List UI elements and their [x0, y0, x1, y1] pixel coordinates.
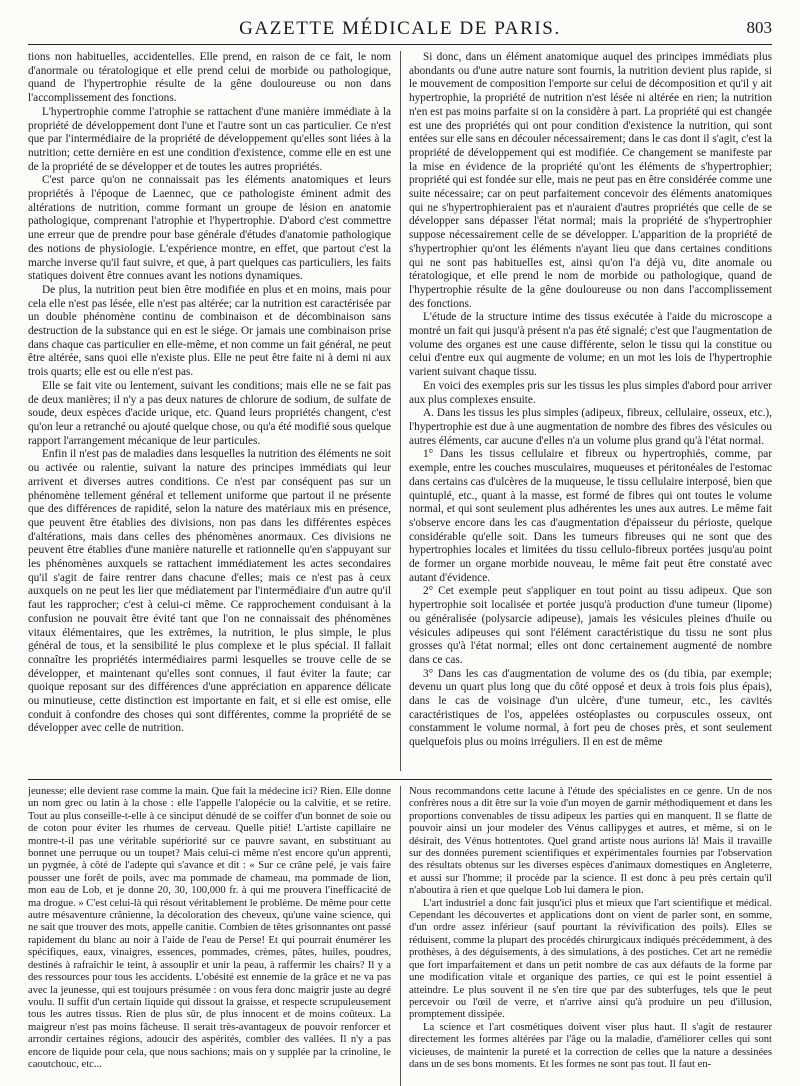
page-number: 803 — [746, 18, 772, 37]
paragraph: Nous recommandons cette lacune à l'étude des spécialistes en ce genre. Un de nos confrères nous a dit être sur la voie d'un moyen de garnir méthodiquement et dans les proportions convenables de tissu adipeux les parties qui en manquent. Il se flatte de pouvoir ainsi un jour modeler des Vénus callipyges et autres, et même, si on le désirait, des Vénus hottentotes. Quel grand artiste nous aurions là! Mais il travaille sur des données purement scientifiques et expérimentales fournies par l'observation des résultats obtenus sur les diverses espèces d'animaux domestiques en Angleterre, et aussi sur l'homme; il procède par la science. Il est donc à peu près certain qu'il n'aboutira à rien et que quelque Lob lui damera le pion. — [409, 786, 772, 897]
paragraph: 3° Dans les cas d'augmentation de volume des os (du tibia, par exemple; devenu un quart plus long que du côté opposé et deux à trois fois plus épais), dans le cas de voisinage d'un ulcère, d'une tumeur, etc., les cavités caractéristiques de l'os, appelées ostéoplastes ou corpuscules osseux, ont constamment le volume normal, à fort peu de choses près, et sont seulement quelquefois plus ou moins irréguliers. Il en est de même — [409, 667, 772, 749]
top-right-column — [409, 51, 772, 771]
paragraph: L'hypertrophie comme l'atrophie se rattachent d'une manière immédiate à la propriété de développement dont l'une et l'autre sont un cas particulier. Ce n'est que par l'intermédiaire de la propriété de développement qu'elles sont liées à la nutrition; cette dernière en est une condition d'existence, comme elle en est une de la propriété de se développer et de toutes les autres propriétés. — [28, 105, 391, 173]
top-left-column — [28, 51, 391, 771]
paragraph: Elle se fait vite ou lentement, suivant les conditions; mais elle ne se fait pas de deux manières; il n'y a pas deux natures de chlorure de sodium, de sulfate de soude, deux espèces d'acide urique, etc. Quand leurs propriétés changent, c'est qu'on leur a retranché ou ajouté quelque chose, ou qu'a été modifié sous quelque rapport l'arrangement mécanique de leur particules. — [28, 379, 391, 447]
article-columns — [28, 51, 772, 771]
paragraph: L'étude de la structure intime des tissus exécutée à l'aide du microscope a montré un fait qui jusqu'à présent n'a pas été signalé; c'est que l'augmentation de volume des organes est une cause différente, selon le tissu qui la constitue ou celui d'entre eux qui augmente de volume; en un mot les lois de l'hypertrophie varient suivant chaque tissu. — [409, 311, 772, 379]
paragraph: C'est parce qu'on ne connaissait pas les éléments anatomiques et leurs propriétés à l'époque de Laennec, que ce pathologiste éminent admit des altérations de nutrition, comme formant un groupe de lésion en anatomie pathologique, comprenant l'atrophie et l'hypertrophie. D'abord c'est commettre une erreur que de prendre pour base générale d'études d'anatomie pathologique des notions de physiologie. L'expérience montre, en effet, que partout c'est la marche inverse qu'il faut suivre, et que, à part quelques cas particuliers, les faits statiques doivent être connues avant les notions dynamiques. — [28, 174, 391, 283]
paragraph: La science et l'art cosmétiques doivent viser plus haut. Il s'agit de restaurer directement les formes altérées par l'âge ou la maladie, d'améliorer celles qui sont vicieuses, de maintenir la pureté et la correction de celles que la nature a dessinées dans un de ses bons moments. Et les formes ne sont pas tout. Il faut en- — [409, 1021, 772, 1070]
bottom-right-column — [409, 786, 772, 1086]
paragraph: 1° Dans les tissus cellulaire et fibreux ou hypertrophiés, comme, par exemple, entre les couches musculaires, muqueuses et péritonéales de l'estomac dans certains cas d'ulcères de la muqueuse, le tissu cellulaire interposé, bien que quintuplé, etc., quant à la masse, est formé de fibres qui ont toutes le volume normal, et qui sont seulement plus adhérentes les unes aux autres. Le même fait s'observe encore dans les cas d'augmentation d'épaisseur du périoste, quelque considérable qu'elle soit. Dans les tumeurs fibreuses qui ne sont que des hypertrophies locales et limitées du tissu cellulo-fibreux portées jusqu'au point de former un organe morbide nouveau, le même fait peut être constaté avec autant d'évidence. — [409, 448, 772, 584]
journal-title: GAZETTE MÉDICALE DE PARIS. — [239, 18, 561, 39]
paragraph: jeunesse; elle devient rase comme la main. Que fait la médecine ici? Rien. Elle donne un nom grec ou latin à la chose : elle l'appelle l'alopécie ou la calvitie, et se retire. Tout au plus conseille-t-elle à ce sinciput dénudé de se coiffer d'un bonnet de soie ou de coton pour éviter les rhumes de cerveau. Quelle pitié! L'artiste capillaire ne montre-t-il pas une véritable supériorité sur ce pauvre savant, en substituant au bonnet une perruque ou un toupet? Mais celui-ci même n'est encore qu'un apprenti, un pygmée, à côté de l'adepte qui s'avance et dit : « Sur ce crâne pelé, je vais faire pousser une forêt de poils, avec ma pommade de chameau, ma pommade de lion, mon eau de Lob, et je donne 20, 30, 100,000 fr. à qui me prouvera l'inefficacité de ma drogue. » C'est celui-là qui résout véritablement le problème. De même pour cette autre mésaventure crânienne, la décoloration des cheveux, qu'une vaine science, qui ne sait que trouver des mots, appelle canitie. Combien de têtes grisonnantes ont passé rapidement du blanc au noir à l'aide de l'eau de Perse! Et qui pourrait énumérer les spécifiques, eaux, vinaigres, essences, pommades, crèmes, pâtes, huiles, poudres, destinés à rafraîchir le teint, à assouplir et unir la peau, à raffermir les chairs? Il y a des ressources pour tous les accidents. L'obésité est ennemie de la grâce et ne va pas avec la jeunesse, qui est toujours présumée : on vous fera donc maigrir juste au degré voulu. Il suffit d'un certain liquide qui dissout la graisse, et respecte scrupuleusement tous les autres tissus. Rien de plus sûr, de plus innocent et de moins coûteux. La maigreur n'est pas moins fâcheuse. Il serait très-avantageux de pouvoir renforcer et arrondir certaines régions, adoucir des aspérités, combler des vallées. Il n'y a pas encore de liquide pour cela, que nous sachions; mais on y supplée par la crinoline, le caoutchouc, etc... — [28, 786, 391, 1070]
paragraph: Enfin il n'est pas de maladies dans lesquelles la nutrition des éléments ne soit ou activée ou ralentie, suivant la nature des principes immédiats qui leur arrivent et diverses autres conditions. Ce n'est par conséquent pas sur un phénomène tellement général et tellement uniforme que partout il ne présente que des différences de rapidité, selon la nature des matériaux mis en présence, que peuvent être établies des divisions, non pas dans les différentes espèces d'altérations, mais dans celles des phénomènes anormaux. Ces divisions ne peuvent être établies d'une manière naturelle et rationnelle qu'en s'appuyant sur les phénomènes auxquels se rattachent immédiatement les actes secondaires qu'il s'agit de faire rentrer dans chacune d'elles; mais ce n'est pas à ceux auxquels on ne peut les lier que médiatement par l'intermédiaire d'un autre qu'il faut les rapprocher; c'est à celui-ci même. Ce rapprochement conduisant à la confusion ne pouvait être évité tant que l'on ne connaissait des phénomènes vitaux élémentaires, que les extrêmes, la nutrition, le plus simple, le plus général de tous, et la sensibilité le plus complexe et le plus spécial. Il fallait connaître les propriétés intermédiaires parmi lesquelles se trouve celle de se développer, et maintenant qu'elles sont connues, il faut éviter la faute; car quoique reposant sur des différences d'une appréciation en apparence délicate ou minutieuse, cette distinction est importante en fait, et si elle est omise, elle conduit à confondre des choses qui sont différentes, comme la propriété de se développer avec celle de nutrition. — [28, 448, 391, 735]
paragraph: tions non habituelles, accidentelles. Elle prend, en raison de ce fait, le nom d'anormale ou tératologique et elle prend celui de morbide ou pathologique, quand de l'hypertrophie résulte de la gêne douloureuse ou non dans l'accomplissement des fonctions. — [28, 51, 391, 105]
paragraph: En voici des exemples pris sur les tissus les plus simples d'abord pour arriver aux plus complexes ensuite. — [409, 379, 772, 406]
running-header — [28, 14, 772, 45]
paragraph: De plus, la nutrition peut bien être modifiée en plus et en moins, mais pour cela elle n'est pas lésée, elle n'est pas altérée; car la nutrition est caractérisée par un double phénomène continu de combinaison et de décombinaison sans destruction de la substance qui en est le siége. Or jamais une combinaison prise dans chaque cas particulier en elle-même, et non comme un fait général, ne peut être altérée, sans quoi elle n'existe plus. Elle ne peut être faite ni à demi ni aux trois quarts; elle est ou elle n'est pas. — [28, 283, 391, 379]
feuilleton-columns — [28, 786, 772, 1086]
paragraph: 2° Cet exemple peut s'appliquer en tout point au tissu adipeux. Que son hypertrophie soit localisée et portée jusqu'à production d'une tumeur (lipome) ou généralisée (polysarcie adipeuse), jamais les vésicules pleines d'huile ou vésicules adipeuses qui sont l'élément caractéristique du tissu ne sont plus grosses qu'à l'état normal; elles ont donc certainement augmenté de nombre dans ce cas. — [409, 585, 772, 666]
paragraph: L'art industriel a donc fait jusqu'ici plus et mieux que l'art scientifique et médical. Cependant les découvertes et applications dont on vient de parler sont, en somme, d'un ordre assez inférieur (sauf pourtant la révivification des poils). Elles se réduisent, comme la plupart des procédés chirurgicaux indiqués précédemment, à des prothèses, à des déguisements, à des simulations, à des postiches. Cet art ne remédie que fort imparfaitement et dans un petit nombre de cas aux défauts de la forme par une modification vitale et organique des parties, ce qui est le point essentiel à atteindre. Le plus souvent il ne s'en tire que par des subterfuges, tels que le peut percevoir ou l'œil de verre, et n'arrive ainsi qu'à produire un peu d'illusion, promptement dissipée. — [409, 897, 772, 1021]
paragraph: A. Dans les tissus les plus simples (adipeux, fibreux, cellulaire, osseux, etc.), l'hypertrophie est due à une augmentation de nombre des fibres des vésicules ou autres éléments, car aucune d'elles n'a un volume plus grand qu'à l'état normal. — [409, 407, 772, 447]
feuilleton-divider — [28, 779, 772, 780]
paragraph: Si donc, dans un élément anatomique auquel des principes immédiats plus abondants ou d'une autre nature sont fournis, la nutrition devient plus rapide, si le mouvement de composition l'emporte sur celui de décomposition et qu'il y ait hypertrophie, la propriété de nutrition n'est lésée ni altérée en rien; la nutrition n'en est pas moins parfaite si on la considère à part. La propriété qui est changée est une des propriétés qui ont pour condition d'existence la nutrition, qui sont entées sur elle sans en découler nécessairement; dans le cas dont il s'agit, c'est la propriété de développement qui est modifiée. Ce changement se manifeste par la mise en évidence de la propriété qu'ont les éléments de s'hypertrophier; propriété qui est fondée sur elle, mais ne peut pas en être considérée comme une suite nécessaire; car on peut parfaitement concevoir des éléments anatomiques qui ne s'hypertrophieraient pas et n'auraient d'autres propriétés que celle de se développer sans dépasser l'état normal; mais la propriété de s'hypertrophier suppose nécessairement celle de se développer. L'apparition de la propriété de s'hypertrophier qu'ont les éléments n'ayant lieu que dans certaines conditions qui ne sont pas habituelles est, ainsi qu'on l'a déjà vu, dite anomale ou tératologique, et elle prend le nom de morbide ou pathologique, quand de l'hypertrophie résulte de la gêne douloureuse ou non dans l'accomplissement des fonctions. — [409, 51, 772, 310]
bottom-left-column — [28, 786, 391, 1086]
